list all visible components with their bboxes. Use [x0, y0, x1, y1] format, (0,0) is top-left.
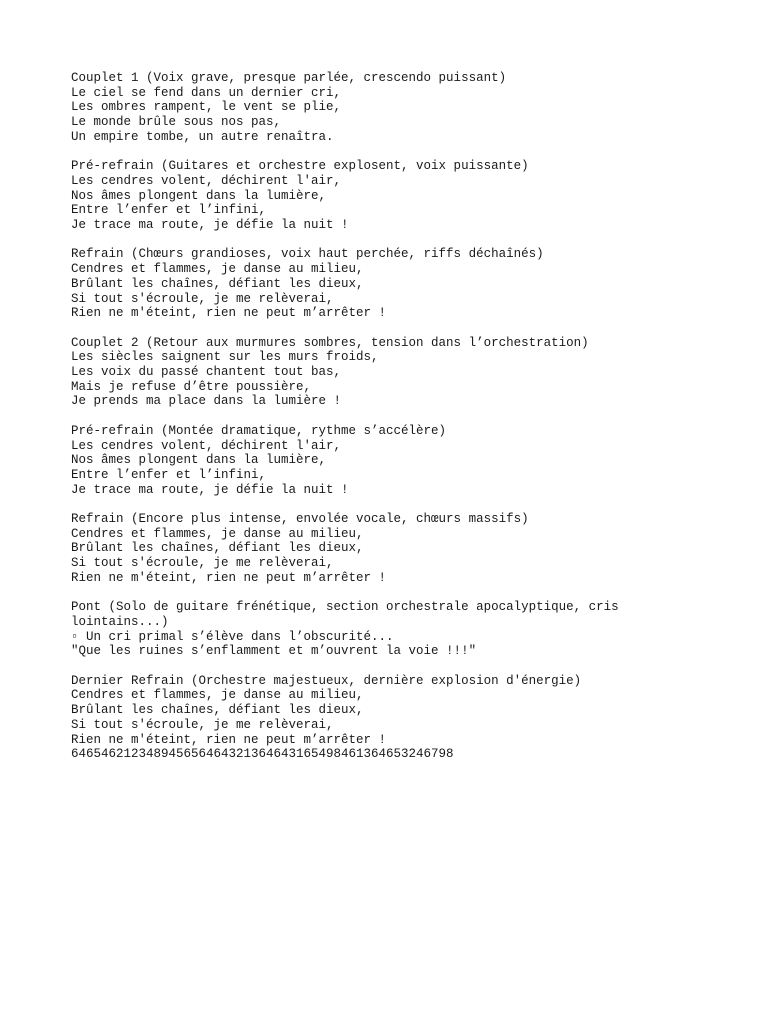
lyric-line: ▫ Un cri primal s’élève dans l’obscurité... — [71, 629, 394, 644]
stanza-heading: Couplet 2 (Retour aux murmures sombres, tension dans l’orchestration) — [71, 335, 589, 350]
lyric-line: Entre l’enfer et l’infini, — [71, 203, 267, 218]
lyric-line: Un empire tombe, un autre renaîtra. — [71, 129, 334, 144]
stanza-pre-refrain-2 — [71, 424, 711, 498]
stanza-dernier-refrain — [71, 674, 711, 762]
stanza-refrain-2 — [71, 512, 711, 586]
lyric-line: Si tout s'écroule, je me relèverai, — [71, 556, 334, 571]
stanza-couplet-1 — [71, 71, 711, 145]
stanza-heading: Pré-refrain (Guitares et orchestre explosent, voix puissante) — [71, 159, 529, 174]
lyric-line: Les voix du passé chantent tout bas, — [71, 365, 342, 380]
stanza-heading: Refrain (Chœurs grandioses, voix haut perchée, riffs déchaînés) — [71, 247, 544, 262]
lyric-line: Le monde brûle sous nos pas, — [71, 115, 282, 130]
stanza-heading: Pont (Solo de guitare frénétique, section orchestrale apocalyptique, cris lointains...) — [71, 600, 627, 629]
lyric-line: Nos âmes plongent dans la lumière, — [71, 188, 327, 203]
lyric-line: Cendres et flammes, je danse au milieu, — [71, 526, 364, 541]
lyric-line: Cendres et flammes, je danse au milieu, — [71, 688, 364, 703]
lyric-line: Les siècles saignent sur les murs froids, — [71, 350, 379, 365]
lyric-line: Mais je refuse d’être poussière, — [71, 379, 312, 394]
lyric-line: Brûlant les chaînes, défiant les dieux, — [71, 276, 364, 291]
lyric-line: Je trace ma route, je défie la nuit ! — [71, 482, 349, 497]
lyric-line: Les cendres volent, déchirent l'air, — [71, 173, 342, 188]
lyric-line: Les cendres volent, déchirent l'air, — [71, 438, 342, 453]
lyric-line: Entre l’enfer et l’infini, — [71, 467, 267, 482]
lyric-line: "Que les ruines s’enflamment et m’ouvrent la voie !!!" — [71, 644, 477, 659]
lyric-line: Cendres et flammes, je danse au milieu, — [71, 262, 364, 277]
lyric-line: Rien ne m'éteint, rien ne peut m’arrêter ! — [71, 306, 387, 321]
stanza-refrain-1 — [71, 247, 711, 321]
number-string: 6465462123489456564643213646431654984613646532467​98 — [71, 747, 454, 762]
stanza-heading: Couplet 1 (Voix grave, presque parlée, crescendo puissant) — [71, 71, 507, 85]
stanza-couplet-2 — [71, 336, 711, 410]
stanza-pre-refrain-1 — [71, 159, 711, 233]
lyrics-document — [71, 71, 711, 777]
stanza-heading: Dernier Refrain (Orchestre majestueux, dernière explosion d'énergie) — [71, 673, 582, 688]
lyric-line: Le ciel se fend dans un dernier cri, — [71, 85, 342, 100]
lyric-line: Nos âmes plongent dans la lumière, — [71, 453, 327, 468]
lyric-line: Brûlant les chaînes, défiant les dieux, — [71, 703, 364, 718]
lyric-line: Brûlant les chaînes, défiant les dieux, — [71, 541, 364, 556]
lyric-line: Si tout s'écroule, je me relèverai, — [71, 291, 334, 306]
stanza-heading: Refrain (Encore plus intense, envolée vocale, chœurs massifs) — [71, 512, 529, 527]
lyric-line: Rien ne m'éteint, rien ne peut m’arrêter ! — [71, 732, 387, 747]
lyric-line: Rien ne m'éteint, rien ne peut m’arrêter ! — [71, 570, 387, 585]
lyric-line: Les ombres rampent, le vent se plie, — [71, 100, 342, 115]
lyric-line: Je trace ma route, je défie la nuit ! — [71, 218, 349, 233]
stanza-pont — [71, 600, 711, 659]
lyric-line: Je prends ma place dans la lumière ! — [71, 394, 342, 409]
lyric-line: Si tout s'écroule, je me relèverai, — [71, 717, 334, 732]
stanza-heading: Pré-refrain (Montée dramatique, rythme s’accélère) — [71, 423, 447, 438]
